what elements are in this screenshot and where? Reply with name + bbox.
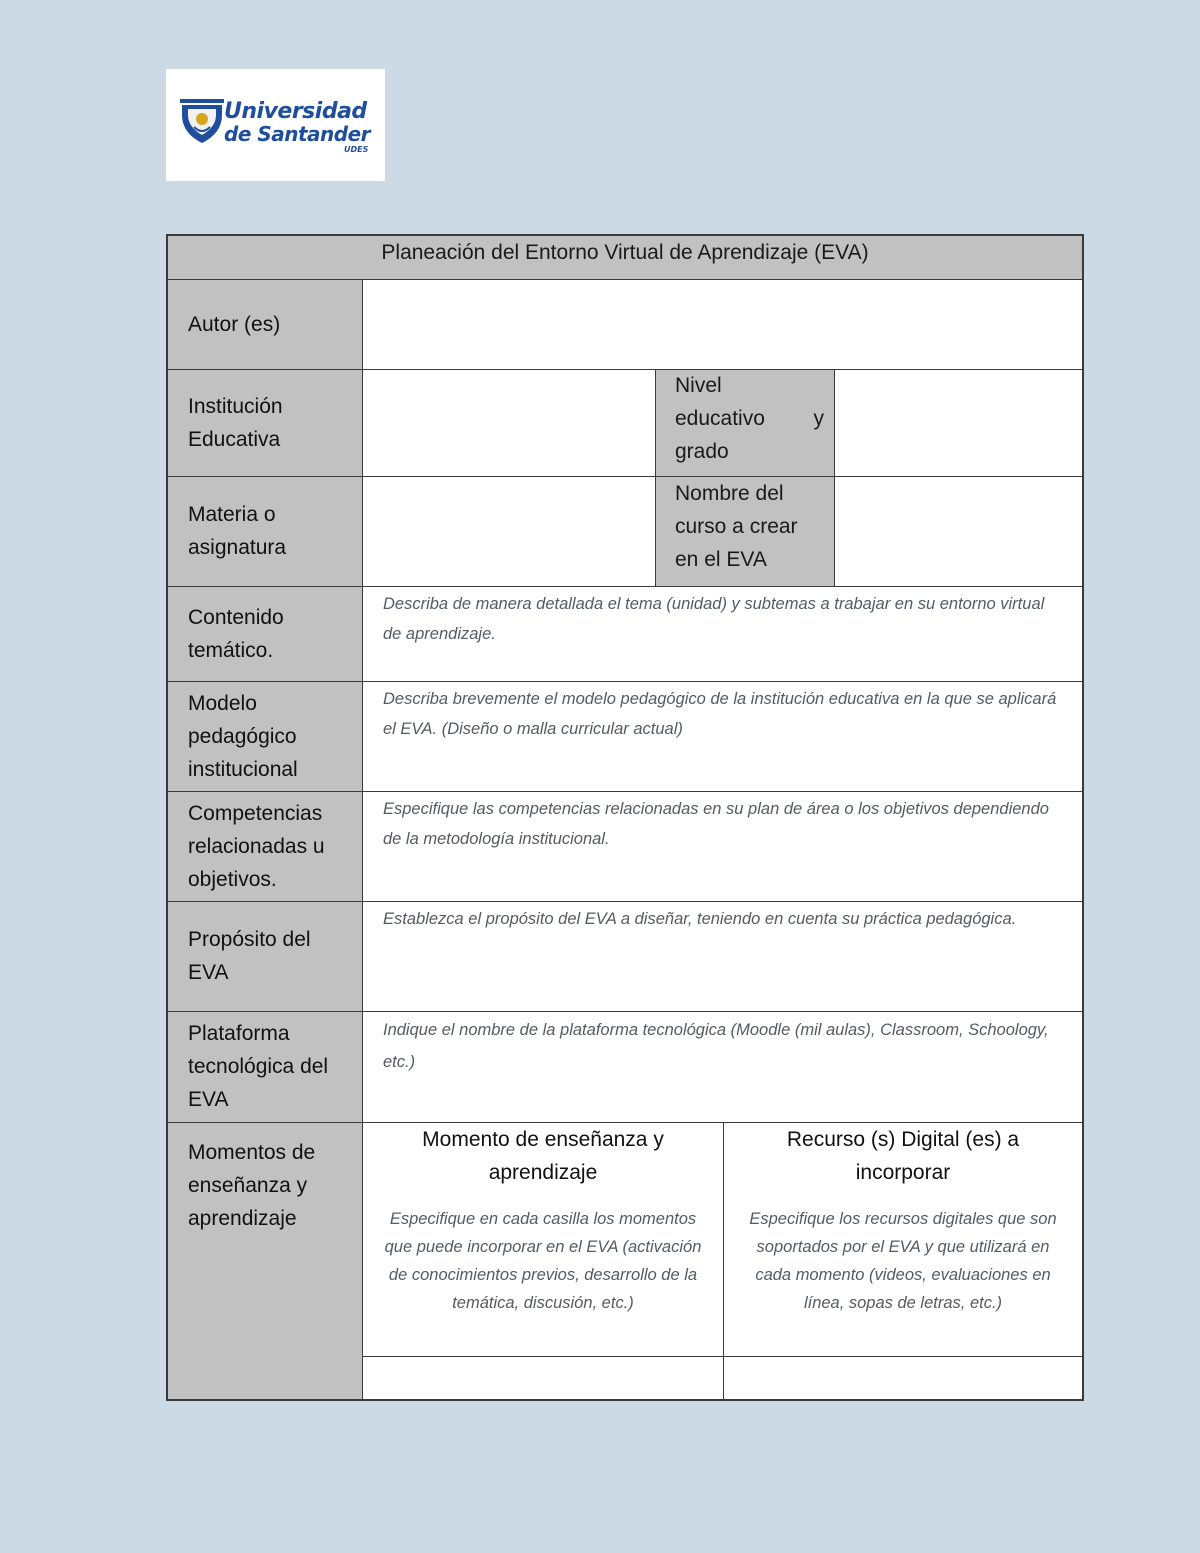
momento-entry-field[interactable] (363, 1357, 723, 1399)
recurso-column-header (724, 1123, 1082, 1356)
university-logo (166, 69, 385, 181)
label-nombre-curso: Nombre del curso a crear en el EVA (675, 482, 798, 571)
institucion-field[interactable] (363, 370, 655, 476)
modelo-field[interactable]: Describa brevemente el modelo pedagógico de la institución educativa en la que se aplicará el EVA. (Diseño o malla curricular actual) (383, 690, 1057, 738)
proposito-field[interactable]: Establezca el propósito del EVA a diseñar, teniendo en cuenta su práctica pedagógica. (383, 910, 1017, 928)
logo-line-udes: UDES (344, 145, 369, 154)
autor-field[interactable] (363, 280, 1082, 369)
label-contenido: Contenido temático. (188, 605, 284, 662)
logo-line-universidad: Universidad (224, 99, 367, 124)
momento-hint: Especifique en cada casilla los momentos que puede incorporar en el EVA (activación de conocimientos previos, desarrollo de la temática, discusión, etc.) (384, 1210, 702, 1312)
contenido-field[interactable]: Describa de manera detallada el tema (unidad) y subtemas a trabajar en su entorno virtual de aprendizaje. (383, 595, 1045, 643)
label-momentos: Momentos de enseñanza y aprendizaje (188, 1141, 316, 1230)
recurso-entry-field[interactable] (724, 1357, 1082, 1399)
eva-planning-form (166, 234, 1084, 1401)
label-plataforma: Plataforma tecnológica del EVA (188, 1022, 329, 1111)
form-title: Planeación del Entorno Virtual de Aprendizaje (EVA) (168, 236, 1082, 279)
materia-field[interactable] (363, 477, 655, 586)
recurso-hint: Especifique los recursos digitales que son soportados por el EVA y que utilizará en cada momento (videos, evaluaciones en línea, sopas de letras, etc.) (749, 1210, 1057, 1312)
plataforma-field[interactable]: Indique el nombre de la plataforma tecnológica (Moodle (mil aulas), Classroom, Schoology, etc.) (383, 1021, 1049, 1071)
label-materia: Materia o asignatura (188, 503, 287, 559)
nivel-field[interactable] (835, 370, 1082, 476)
recurso-heading: Recurso (s) Digital (es) a incorporar (786, 1128, 1020, 1184)
label-competencias: Competencias relacionadas u objetivos. (188, 801, 325, 891)
momento-heading: Momento de enseñanza y aprendizaje (422, 1128, 664, 1184)
label-modelo: Modelo pedagógico institucional (188, 691, 298, 781)
nombre-curso-field[interactable] (835, 477, 1082, 586)
momento-column-header (363, 1123, 723, 1356)
label-institucion: Institución Educativa (188, 394, 283, 451)
competencias-field[interactable]: Especifique las competencias relacionadas en su plan de área o los objetivos dependiendo de la metodología institucional. (383, 800, 1049, 848)
label-nivel-educativo: Nivel educativo y grado (675, 374, 824, 463)
label-proposito: Propósito del EVA (188, 928, 311, 984)
logo-line-santander: de Santander (224, 122, 371, 146)
label-autor: Autor (es) (188, 312, 281, 336)
